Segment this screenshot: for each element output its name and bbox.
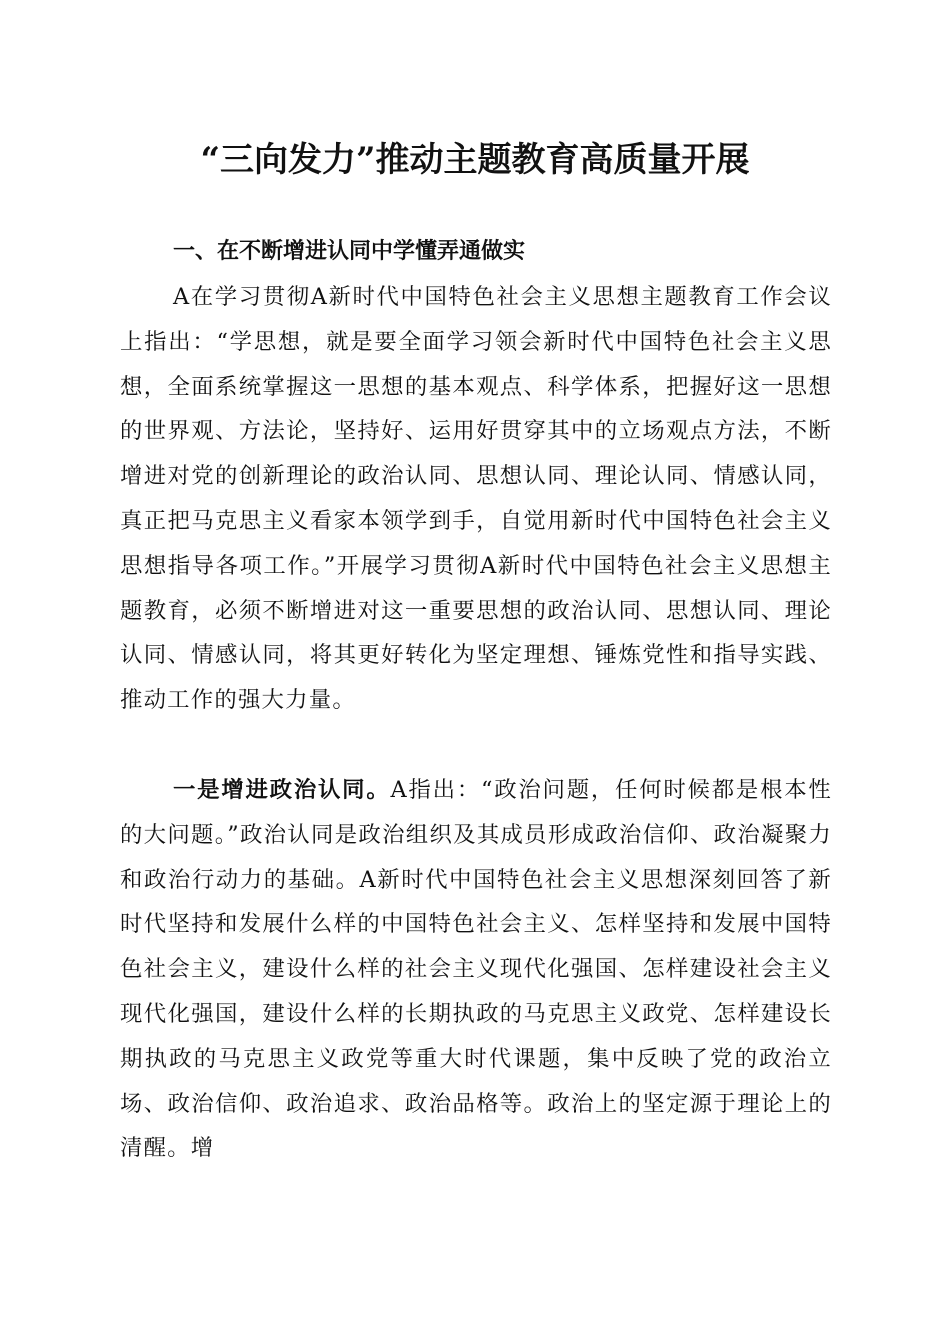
section-heading: 一、在不断增进认同中学懂弄通做实: [173, 239, 526, 264]
paragraph-1: A在学习贯彻A新时代中国特色社会主义思想主题教育工作会议上指出：“学思想，就是要全面学习领会新时代中国特色社会主义思想，全面系统掌握这一思想的基本观点、科学体系，把握好这一思想的世界观、方法论，坚持好、运用好贯穿其中的立场观点方法，不断增进对党的创新理论的政治认同、思想认同、理论认同、情感认同，真正把马克思主义看家本领学到手，自觉用新时代中国特色社会主义思想指导各项工作。”开展学习贯彻A新时代中国特色社会主义思想主题教育，必须不断增进对这一重要思想的政治认同、思想认同、理论认同、情感认同，将其更好转化为坚定理想、锤炼党性和指导实践、推动工作的强大力量。: [120, 284, 832, 714]
paragraph-2-body: A指出：“政治问题，任何时候都是根本性的大问题。”政治认同是政治组织及其成员形成政治信仰、政治凝聚力和政治行动力的基础。A新时代中国特色社会主义思想深刻回答了新时代坚持和发展什么样的中国特色社会主义、怎样坚持和发展中国特色社会主义，建设什么样的社会主义现代化强国、怎样建设社会主义现代化强国，建设什么样的长期执政的马克思主义政党、怎样建设长期执政的马克思主义政党等重大时代课题，集中反映了党的政治立场、政治信仰、政治追求、政治品格等。政治上的坚定源于理论上的清醒。增: [120, 777, 832, 1162]
paragraph-2: [120, 768, 832, 1171]
document-title: “三向发力”推动主题教育高质量开展: [200, 140, 750, 180]
paragraph-2-lead: 一是增进政治认同。: [173, 777, 391, 803]
